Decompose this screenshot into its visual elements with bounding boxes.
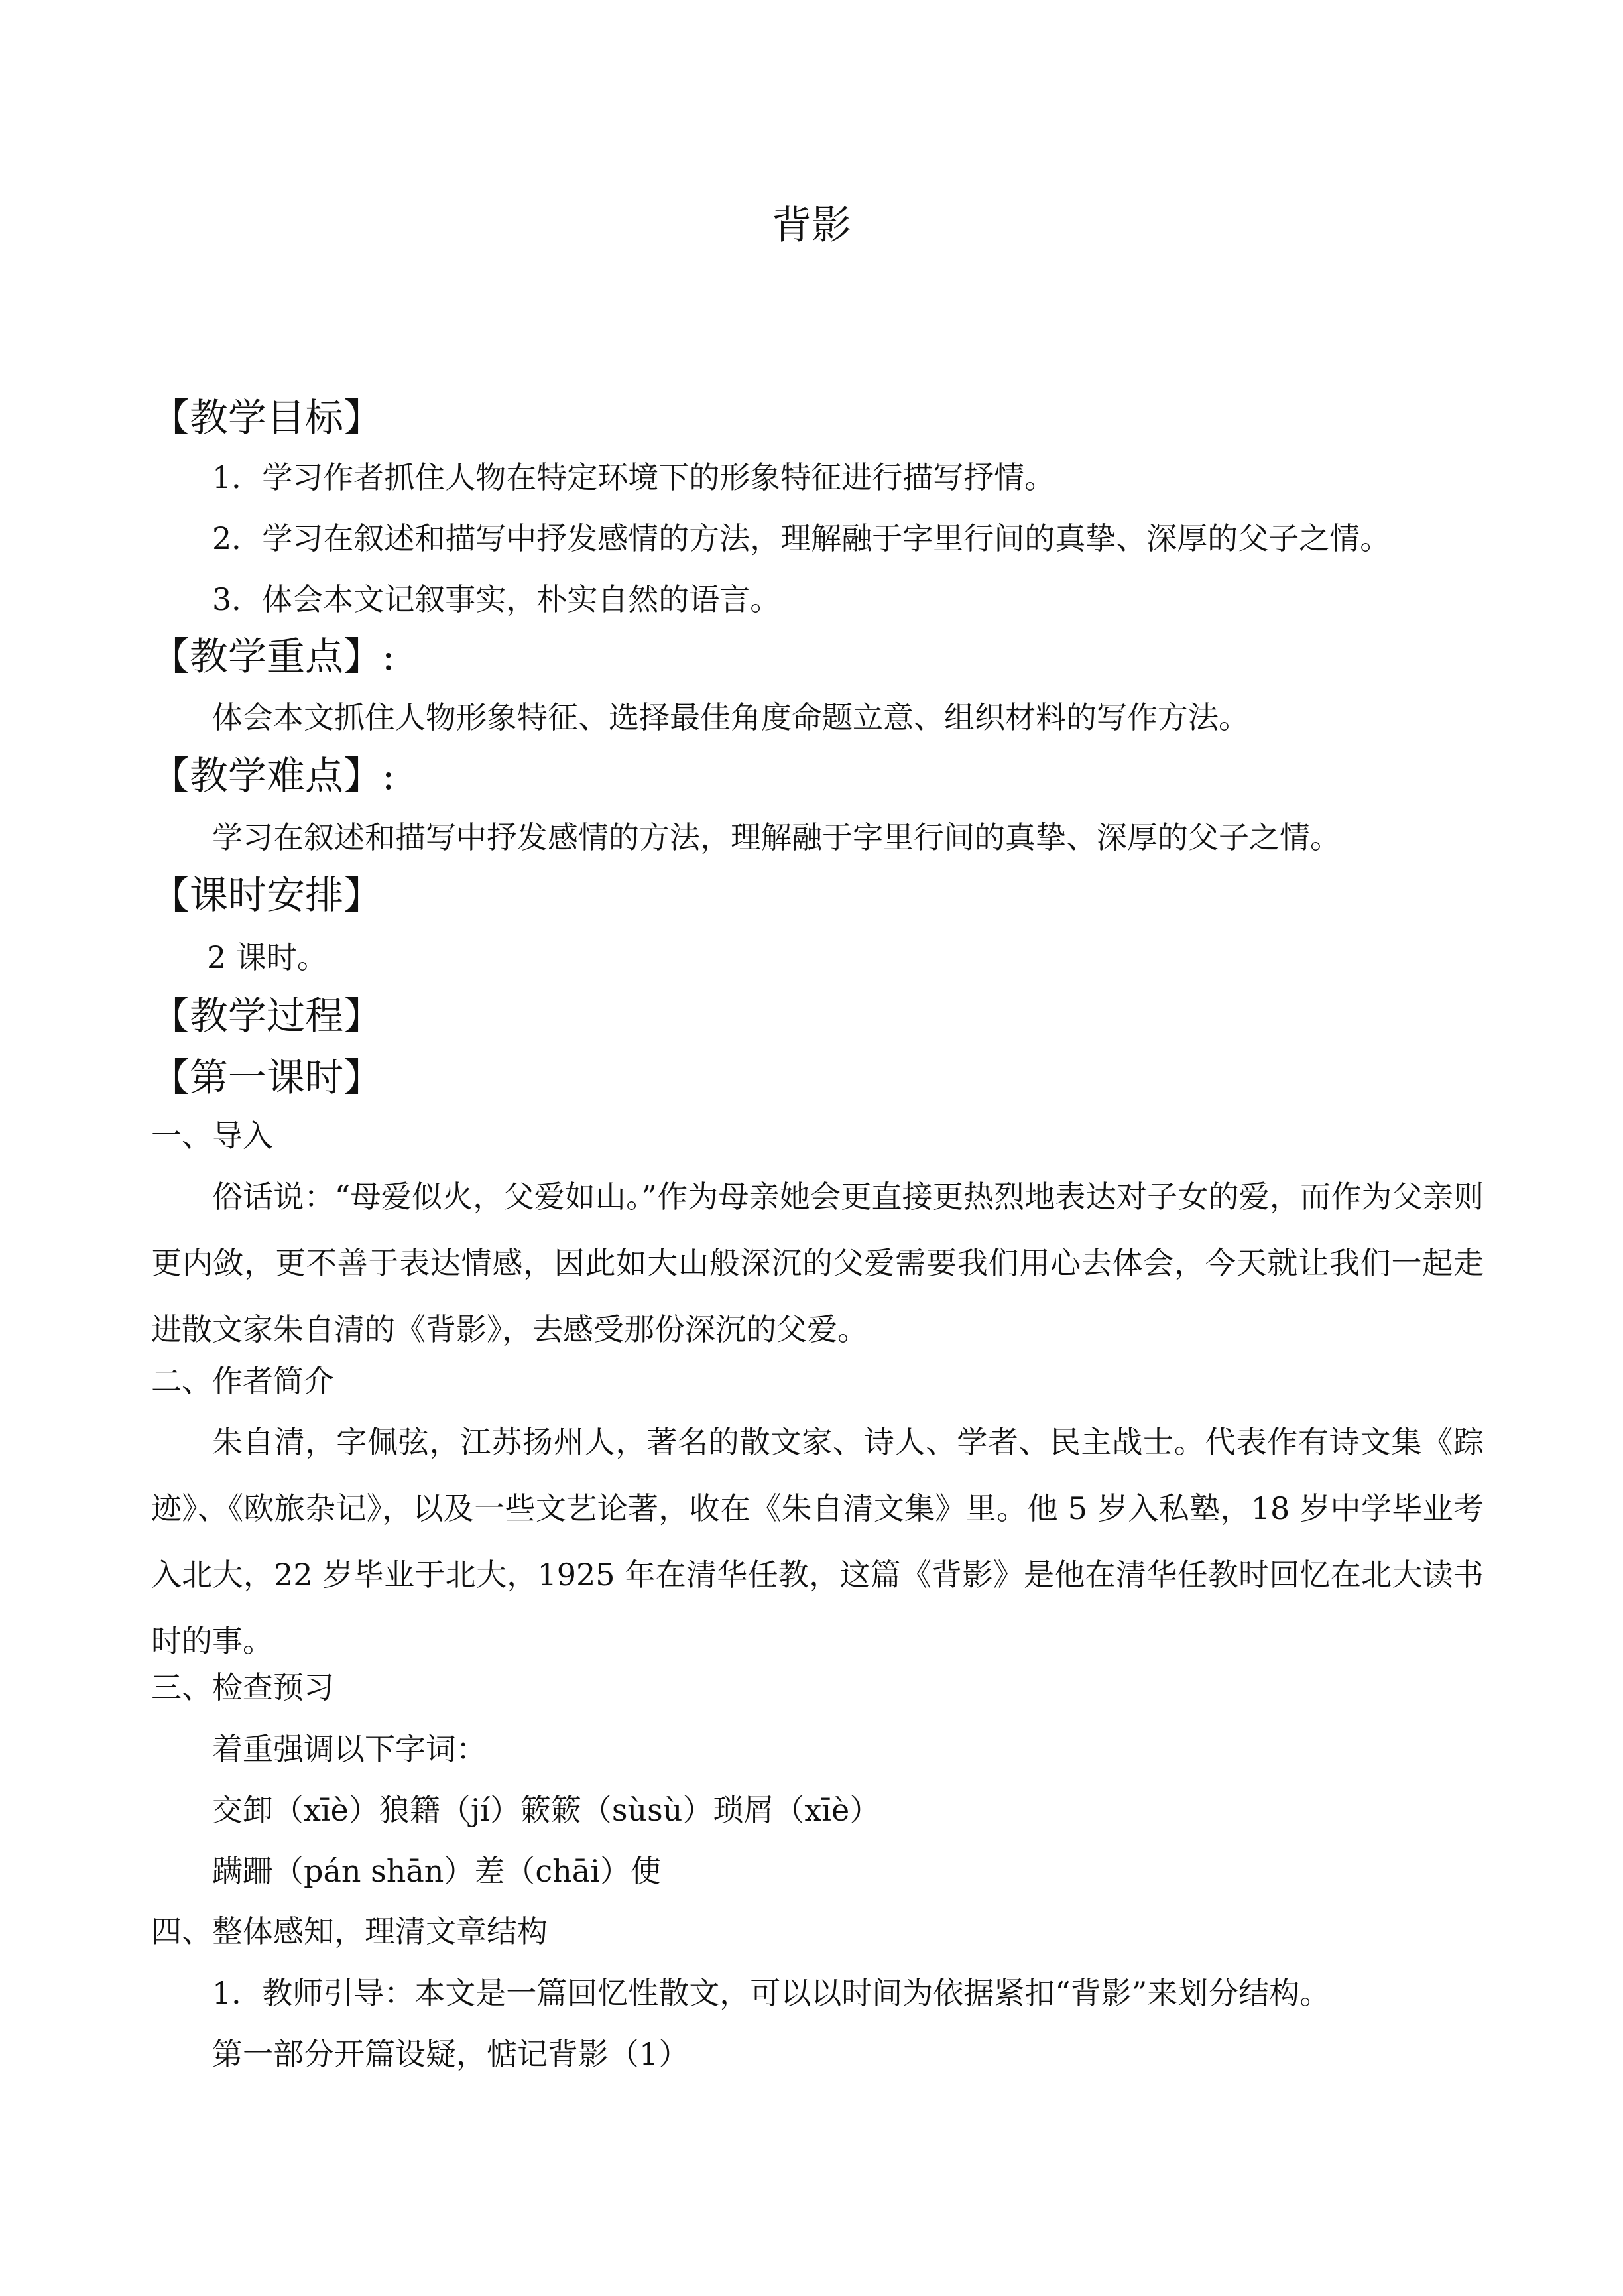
heading-process: 【教学过程】	[151, 993, 383, 1038]
section-title-structure: 四、整体感知，理清文章结构	[151, 1913, 548, 1949]
preview-line-3: 蹒跚（pán shān）差（chāi）使	[212, 1853, 661, 1889]
section-title-preview: 三、检查预习	[151, 1669, 334, 1705]
preview-line-1: 着重强调以下字词：	[212, 1731, 487, 1767]
heading-first-lesson: 【第一课时】	[151, 1055, 383, 1100]
heading-schedule: 【课时安排】	[151, 873, 383, 918]
section-title-intro: 一、导入	[151, 1118, 273, 1154]
objective-item-2: 2．学习在叙述和描写中抒发感情的方法，理解融于字里行间的真挚、深厚的父子之情。	[212, 520, 1391, 556]
schedule-text: 2 课时。	[207, 939, 328, 975]
section-title-author: 二、作者简介	[151, 1363, 334, 1399]
objective-item-1: 1．学习作者抓住人物在特定环境下的形象特征进行描写抒情。	[212, 459, 1055, 495]
intro-paragraph: 俗话说：“母爱似火，父爱如山。”作为母亲她会更直接更热烈地表达对子女的爱，而作为父亲则更内敛，更不善于表达情感，因此如大山般深沉的父爱需要我们用心去体会，今天就让我们一起走进散文家朱自清的《背影》，去感受那份深沉的父爱。	[151, 1179, 1484, 1347]
structure-line-1: 1．教师引导：本文是一篇回忆性散文，可以以时间为依据紧扣“背影”来划分结构。	[212, 1975, 1331, 2011]
author-paragraph: 朱自清，字佩弦，江苏扬州人，著名的散文家、诗人、学者、民主战士。代表作有诗文集《踪迹》、《欧旅杂记》，以及一些文艺论著，收在《朱自清文集》里。他 5 岁入私塾，18 岁中学毕业考入北大，22 岁毕业于北大，1925 年在清华任教，这篇《背影》是他在清华任教时回忆在北大读书时的事。	[151, 1424, 1484, 1659]
difficulties-text: 学习在叙述和描写中抒发感情的方法，理解融于字里行间的真挚、深厚的父子之情。	[212, 819, 1341, 855]
preview-line-2: 交卸（xīè）狼籍（jí）簌簌（sùsù）琐屑（xīè）	[212, 1792, 880, 1828]
heading-key-points: 【教学重点】:	[151, 634, 395, 679]
heading-objectives: 【教学目标】	[151, 395, 383, 440]
objective-item-3: 3．体会本文记叙事实，朴实自然的语言。	[212, 581, 781, 617]
heading-difficulties: 【教学难点】:	[151, 753, 395, 798]
structure-line-2: 第一部分开篇设疑，惦记背影（1）	[212, 2036, 690, 2072]
key-points-text: 体会本文抓住人物形象特征、选择最佳角度命题立意、组织材料的写作方法。	[212, 699, 1249, 735]
page-title: 背影	[772, 202, 851, 249]
